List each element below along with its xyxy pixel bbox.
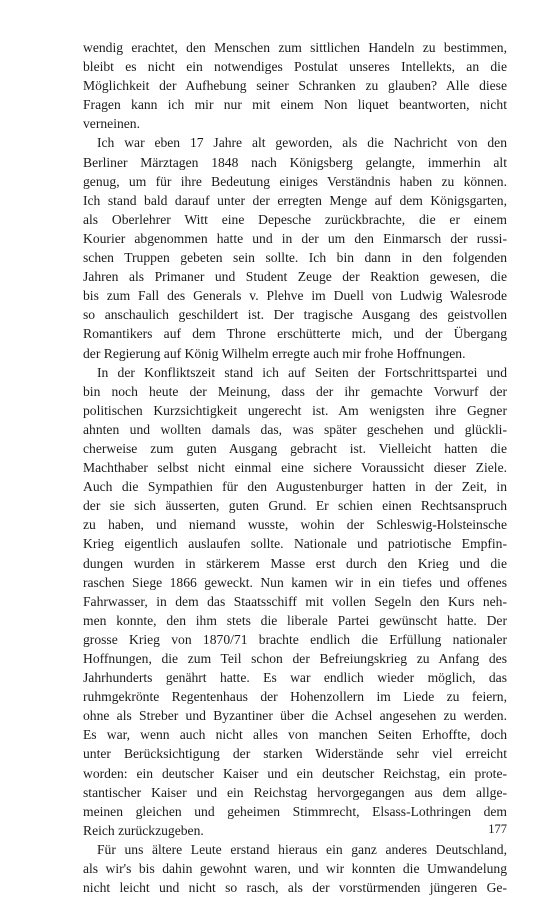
text-line: Ich stand bald darauf unter der erregten Menge auf dem Königsgarten,	[83, 192, 507, 208]
paragraph	[83, 363, 507, 840]
text-line: verneinen.	[83, 116, 140, 132]
text-line: nicht leicht und nicht so rasch, als der vorstürmenden jüngeren Ge-	[83, 880, 507, 896]
text-line: als wir's bis dahin gewohnt waren, und wir konnten die Umwandelung	[83, 861, 507, 877]
text-line: meinen gleichen und geheimen Stimmrecht, Elsass-Lothringen dem	[83, 803, 507, 819]
text-line: politischen Kurzsichtigkeit ungerecht ist. Am wenigsten ihre Gegner	[83, 402, 507, 418]
text-line: cherweise zum guten Ausgang gebracht ist. Vielleicht hatten die	[83, 440, 507, 456]
text-line: Romantikers auf dem Throne erschütterte mich, und der Übergang	[83, 326, 507, 342]
text-line: bis zum Fall des Generals v. Plehve im Duell von Ludwig Walesrode	[83, 288, 507, 304]
text-line: men konnte, den ihm stets die liberale Partei gewünscht hatte. Der	[83, 612, 507, 628]
text-line: der Regierung auf König Wilhelm erregte auch mir frohe Hoffnungen.	[83, 345, 466, 361]
text-line: unter Berücksichtigung der starken Widerstände sehr viel erreicht	[83, 746, 507, 762]
text-line: Es war, wenn auch nicht alles von manchen Seiten Erhoffte, doch	[83, 727, 507, 743]
paragraph	[83, 38, 507, 133]
text-line: Auch die Sympathien für den Augustenburger hatten in der Zeit, in	[83, 479, 507, 495]
text-line: Für uns ältere Leute erstand hieraus ein ganz anderes Deutschland,	[97, 841, 507, 857]
text-line: schen Truppen gebeten sein sollte. Ich bin dann in den folgenden	[83, 250, 507, 266]
paragraph	[83, 840, 507, 897]
text-line: Fahrwasser, in dem das Staatsschiff mit vollen Segeln den Kurs neh-	[83, 593, 507, 609]
text-line: worden: ein deutscher Kaiser und ein deutscher Reichstag, ein prote-	[83, 765, 507, 781]
text-line: Reich zurückzugeben.	[83, 822, 204, 838]
text-line: In der Konfliktszeit stand ich auf Seiten der Fortschrittspartei und	[97, 364, 507, 380]
text-line: Hoffnungen, die zum Teil schon der Befreiungskrieg zu Anfang des	[83, 651, 507, 666]
text-line: Krieg eigentlich auslaufen sollte. Nationale und patriotische Empfin-	[83, 536, 507, 552]
text-line: bin noch heute der Meinung, dass der ihr gemachte Vorwurf der	[83, 383, 507, 399]
text-line: ohne als Streber und Byzantiner über die Achsel angesehen zu werden.	[83, 708, 507, 724]
text-line: grosse Krieg von 1870/71 brachte endlich die Erfüllung nationaler	[83, 631, 507, 647]
text-line: stantischer Kaiser und ein Reichstag hervorgegangen aus dem allge-	[83, 784, 507, 800]
text-line: der sie sich äusserten, guten Grund. Er schien einen Rechtsanspruch	[83, 498, 507, 514]
text-line: ahnten und wollten damals das, was später geschehen und glückli-	[83, 421, 507, 437]
text-line: Jahrhunderts genährt hatte. Es war endlich wieder möglich, das	[83, 670, 507, 686]
text-line: Fragen kann ich mir nur mit einem Non liquet beantworten, nicht	[83, 97, 507, 113]
text-line: Jahren als Primaner und Student Zeuge der Reaktion gewesen, die	[83, 269, 507, 285]
paragraph	[83, 133, 507, 362]
text-line: Kourier abgenommen hatte und in der um den Einmarsch der russi-	[83, 230, 507, 246]
text-line: raschen Siege 1866 geweckt. Nun kamen wir in ein tiefes und offenes	[83, 574, 507, 590]
text-line: so anschaulich geschildert ist. Der tragische Ausgang des geistvollen	[83, 307, 507, 323]
page-number: 177	[488, 822, 507, 836]
text-line: zu haben, und niemand wusste, wohin der Schleswig-Holsteinsche	[83, 517, 507, 533]
text-line: dungen wurden in stärkerem Masse erst durch den Krieg und die	[83, 555, 507, 571]
text-line: Möglichkeit der Aufhebung seiner Schranken zu glauben? Alle diese	[83, 78, 507, 94]
text-line: wendig erachtet, den Menschen zum sittlichen Handeln zu bestimmen,	[83, 40, 507, 55]
text-line: Ich war eben 17 Jahre alt geworden, als die Nachricht von den	[97, 135, 507, 151]
text-line: Machthaber selbst nicht einmal eine sichere Voraussicht dieser Ziele.	[83, 460, 507, 476]
text-line: ruhmgekrönte Regentenhaus der Hohenzollern im Liede zu feiern,	[83, 689, 507, 705]
text-line: Berliner Märztagen 1848 nach Königsberg gelangte, immerhin alt	[83, 154, 507, 170]
text-line: als Oberlehrer Witt eine Depesche zurückbrachte, die er einem	[83, 211, 507, 227]
text-line: bleibt es nicht ein notwendiges Postulat unseres Intellekts, an die	[83, 59, 507, 75]
text-line: genug, um für ihre Bedeutung einiges Verständnis haben zu können.	[83, 173, 507, 189]
page-body	[83, 38, 507, 897]
